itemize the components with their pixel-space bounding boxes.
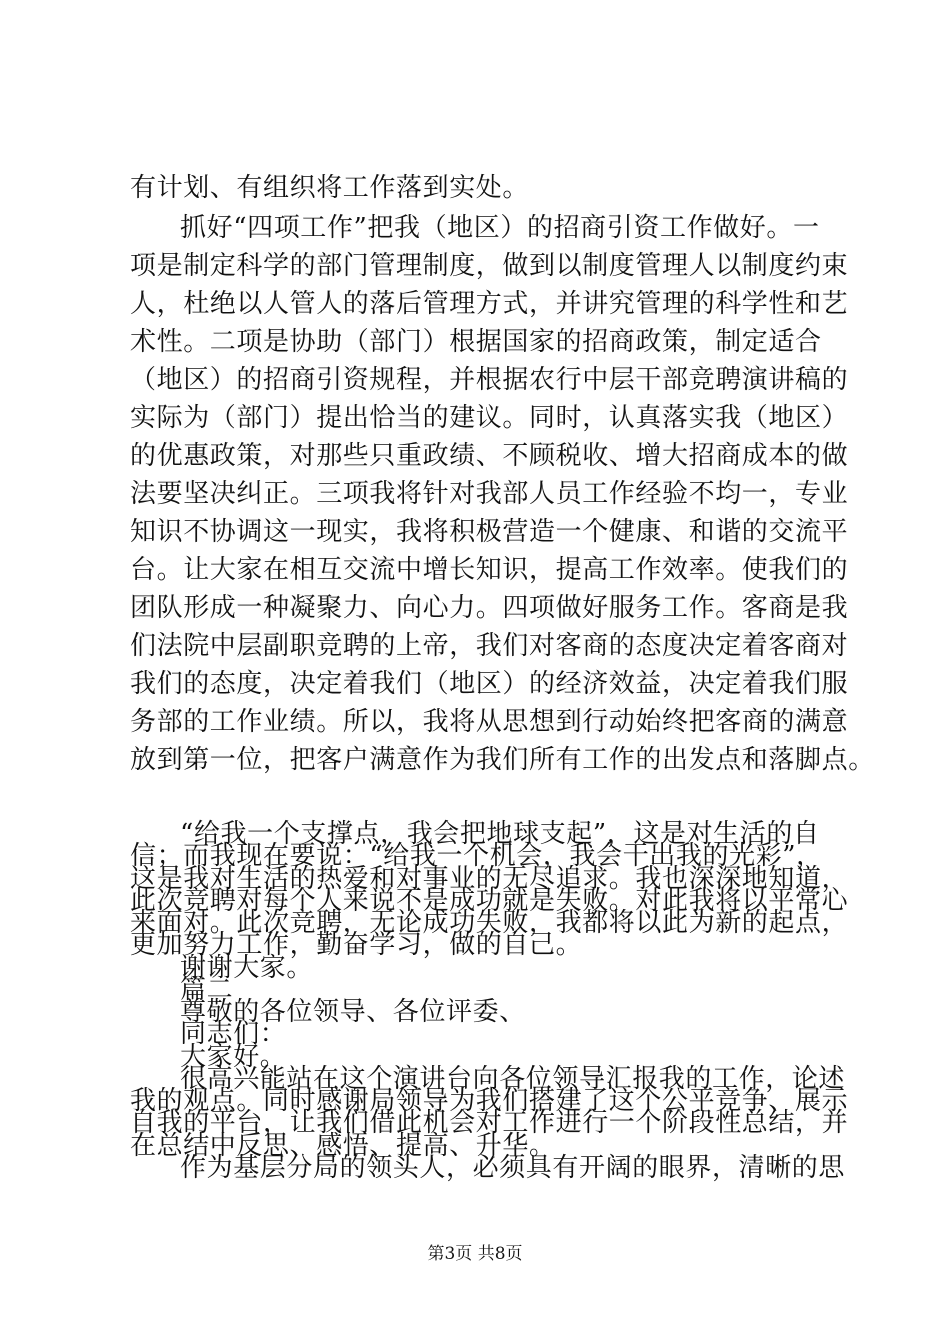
text-line: 在总结中反思、感悟、提高、升华。 xyxy=(130,1130,556,1161)
text-line: 信；而我现在要说：“给我一个机会，我会干出我的光彩”， xyxy=(130,841,823,872)
text-line: 知识不协调这一现实，我将积极营造一个健康、和谐的交流平 xyxy=(130,517,849,547)
text-line: 人，杜绝以人管人的落后管理方式，并讲究管理的科学性和艺 xyxy=(130,289,849,319)
text-line: 有计划、有组织将工作落到实处。 xyxy=(130,173,530,203)
text-line: 此次竞聘对每个人来说不是成功就是失败。对此我将以平常心 xyxy=(130,885,849,916)
page-footer: 第3页 共8页 xyxy=(427,1244,523,1264)
text-line: （地区）的招商引资规程，并根据农行中层干部竞聘演讲稿的 xyxy=(130,365,849,395)
text-line: 自我的平台，让我们借此机会对工作进行一个阶段性总结，并 xyxy=(130,1108,849,1139)
text-line: 术性。二项是协助（部门）根据国家的招商政策，制定适合 xyxy=(130,327,822,357)
text-line: 来面对。此次竞聘，无论成功失败，我都将以此为新的起点， xyxy=(130,908,849,939)
text-line: 团队形成一种凝聚力、向心力。四项做好服务工作。客商是我 xyxy=(130,593,849,623)
text-line: 作为基层分局的领头人，必须具有开阔的眼界，清晰的思 xyxy=(180,1153,846,1183)
text-line: “给我一个支撑点，我会把地球支起”，这是对生活的自 xyxy=(180,819,820,849)
text-line: 我们的态度，决定着我们（地区）的经济效益，决定着我们服 xyxy=(130,669,849,699)
text-line: 抓好“四项工作”把我（地区）的招商引资工作做好。一 xyxy=(180,213,820,243)
section-heading: 篇二 xyxy=(180,974,234,1005)
text-line: 法要坚决纠正。三项我将针对我部人员工作经验不均一，专业 xyxy=(130,479,849,509)
text-line: 我的观点。同时感谢局领导为我们搭建了这个公平竞争、展示 xyxy=(130,1086,849,1117)
text-line: 更加努力工作，勤奋学习，做的自己。 xyxy=(130,930,583,961)
text-line: 们法院中层副职竞聘的上帝，我们对客商的态度决定着客商对 xyxy=(130,631,849,661)
text-line: 实际为（部门）提出恰当的建议。同时，认真落实我（地区） xyxy=(130,403,849,433)
text-line: 务部的工作业绩。所以，我将从思想到行动始终把客商的满意 xyxy=(130,707,849,737)
text-line: 谢谢大家。 xyxy=(180,952,314,983)
text-line: 台。让大家在相互交流中增长知识，提高工作效率。使我们的 xyxy=(130,555,849,585)
text-line: 尊敬的各位领导、各位评委、 xyxy=(180,997,526,1028)
text-line: 项是制定科学的部门管理制度，做到以制度管理人以制度约束 xyxy=(130,251,849,281)
text-line: 放到第一位，把客户满意作为我们所有工作的出发点和落脚点。 xyxy=(130,745,875,775)
text-line: 大家好。 xyxy=(180,1041,287,1072)
text-line: 同志们： xyxy=(180,1019,287,1050)
text-line: 的优惠政策，对那些只重政绩、不顾税收、增大招商成本的做 xyxy=(130,441,849,471)
text-line: 很高兴能站在这个演讲台向各位领导汇报我的工作，论述 xyxy=(180,1063,846,1094)
text-line: 这是我对生活的热爱和对事业的无尽追求。我也深深地知道， xyxy=(130,863,849,894)
